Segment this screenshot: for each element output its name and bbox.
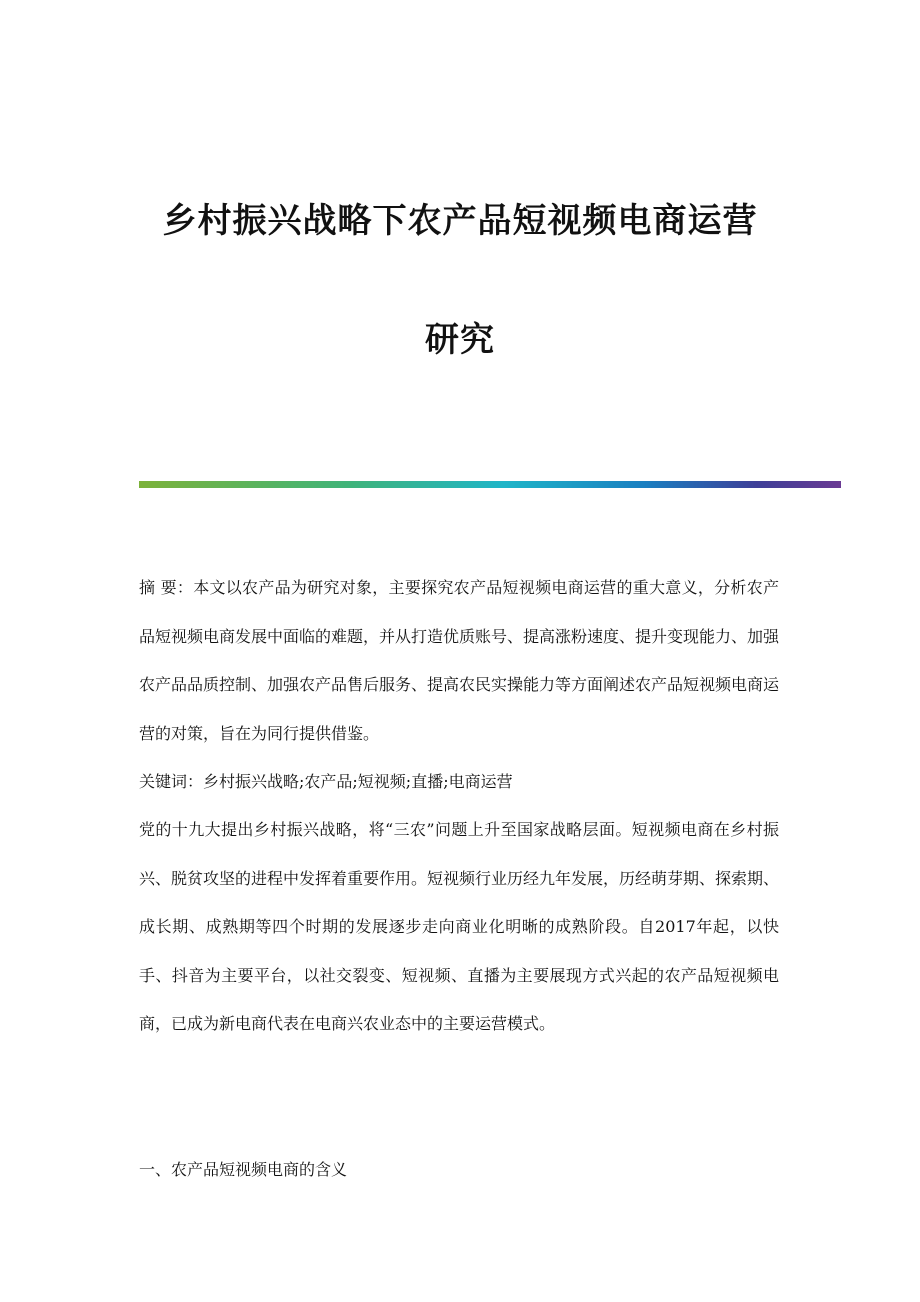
- abstract-text: 本文以农产品为研究对象，主要探究农产品短视频电商运营的重大意义，分析农产品短视频电商发展中面临的难题，并从打造优质账号、提高涨粉速度、提升变现能力、加强农产品品质控制、加强农产品售后服务、提高农民实操能力等方面阐述农产品短视频电商运营的对策，旨在为同行提供借鉴。: [139, 578, 780, 743]
- document-title-line-1: 乡村振兴战略下农产品短视频电商运营: [162, 201, 758, 241]
- document-title-line-2: 研究: [425, 320, 495, 360]
- keywords-label: 关键词：: [139, 772, 204, 791]
- keywords-text: 乡村振兴战略;农产品;短视频;直播;电商运营: [203, 772, 513, 791]
- abstract-label: 摘 要：: [139, 578, 194, 597]
- body-paragraph-1: 党的十九大提出乡村振兴战略，将“三农”问题上升至国家战略层面。短视频电商在乡村振兴、脱贫攻坚的进程中发挥着重要作用。短视频行业历经九年发展，历经萌芽期、探索期、成长期、成熟期等四个时期的发展逐步走向商业化明晰的成熟阶段。自2017年起，以快手、抖音为主要平台，以社交裂变、短视频、直播为主要展现方式兴起的农产品短视频电商，已成为新电商代表在电商兴农业态中的主要运营模式。: [139, 820, 780, 1033]
- title-divider: [139, 481, 841, 488]
- keywords: [139, 758, 779, 807]
- section-heading-1: 一、农产品短视频电商的含义: [139, 1160, 348, 1179]
- abstract: [139, 564, 779, 758]
